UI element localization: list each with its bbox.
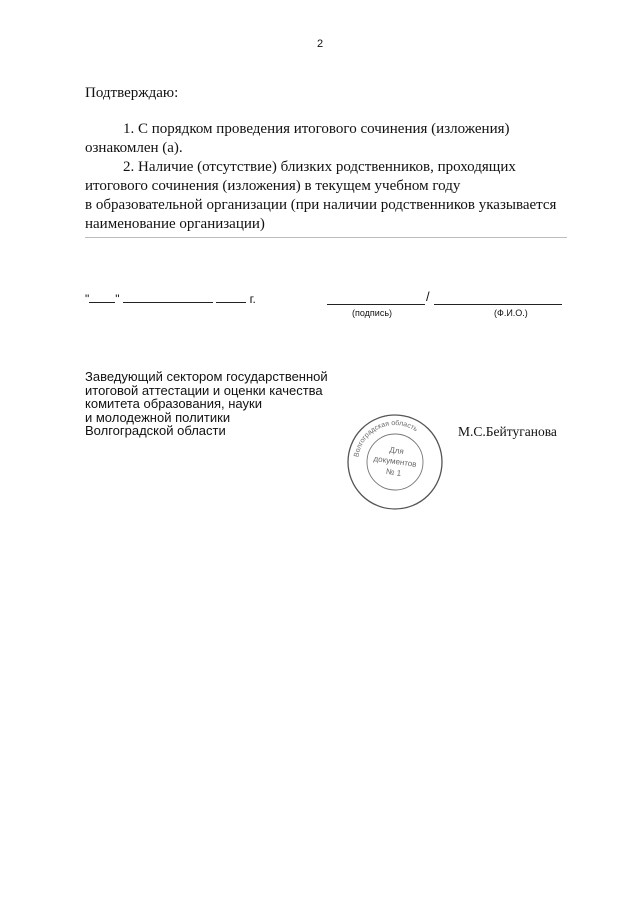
confirm-heading: Подтверждаю:	[85, 85, 179, 101]
date-month-blank[interactable]	[123, 290, 213, 303]
item-2-line-4: наименование организации)	[85, 216, 265, 232]
signature-caption: (подпись)	[352, 308, 393, 318]
stamp-center-line-2: документов	[373, 454, 418, 469]
date-quote-close: "	[115, 292, 120, 306]
relatives-input-line[interactable]	[85, 237, 567, 238]
date-year-blank[interactable]	[216, 290, 246, 303]
date-day-blank[interactable]	[89, 290, 115, 303]
official-line-4: и молодежной политики	[85, 409, 231, 425]
item-2-line-3: в образовательной организации (при наличии родственников указывается	[85, 197, 557, 213]
stamp-ring-text: Волгоградская область	[353, 419, 419, 458]
item-1-line-1: 1. С порядком проведения итогового сочинения (изложения)	[123, 121, 510, 137]
signature-field[interactable]	[327, 290, 562, 306]
date-year-suffix: г.	[249, 292, 256, 306]
official-stamp	[345, 412, 445, 512]
stamp-center-line-1: Для	[388, 445, 405, 457]
stamp-center-line-3: № 1	[385, 466, 402, 478]
item-2-paragraph	[85, 158, 572, 234]
official-name: М.С.Бейтуганова	[458, 424, 557, 439]
item-2-line-1: 2. Наличие (отсутствие) близких родственников, проходящих	[123, 159, 516, 175]
signature-separator: /	[426, 289, 430, 304]
date-field[interactable]	[85, 290, 256, 306]
official-line-5: Волгоградской области	[85, 423, 226, 438]
official-line-2: итоговой аттестации и оценки качества	[85, 382, 323, 398]
signature-blank[interactable]	[327, 304, 425, 305]
full-name-caption: (Ф.И.О.)	[494, 308, 528, 318]
full-name-blank[interactable]	[434, 304, 562, 305]
official-position	[85, 370, 328, 438]
official-line-1: Заведующий сектором государственной	[85, 369, 328, 384]
item-1-line-2: ознакомлен (а).	[85, 140, 183, 156]
page-number: 2	[316, 38, 324, 50]
official-line-3: комитета образования, науки	[85, 396, 262, 411]
date-quote-open: "	[85, 292, 90, 306]
item-1-paragraph	[85, 120, 572, 158]
item-2-line-2: итогового сочинения (изложения) в текущем учебном году	[85, 178, 461, 194]
